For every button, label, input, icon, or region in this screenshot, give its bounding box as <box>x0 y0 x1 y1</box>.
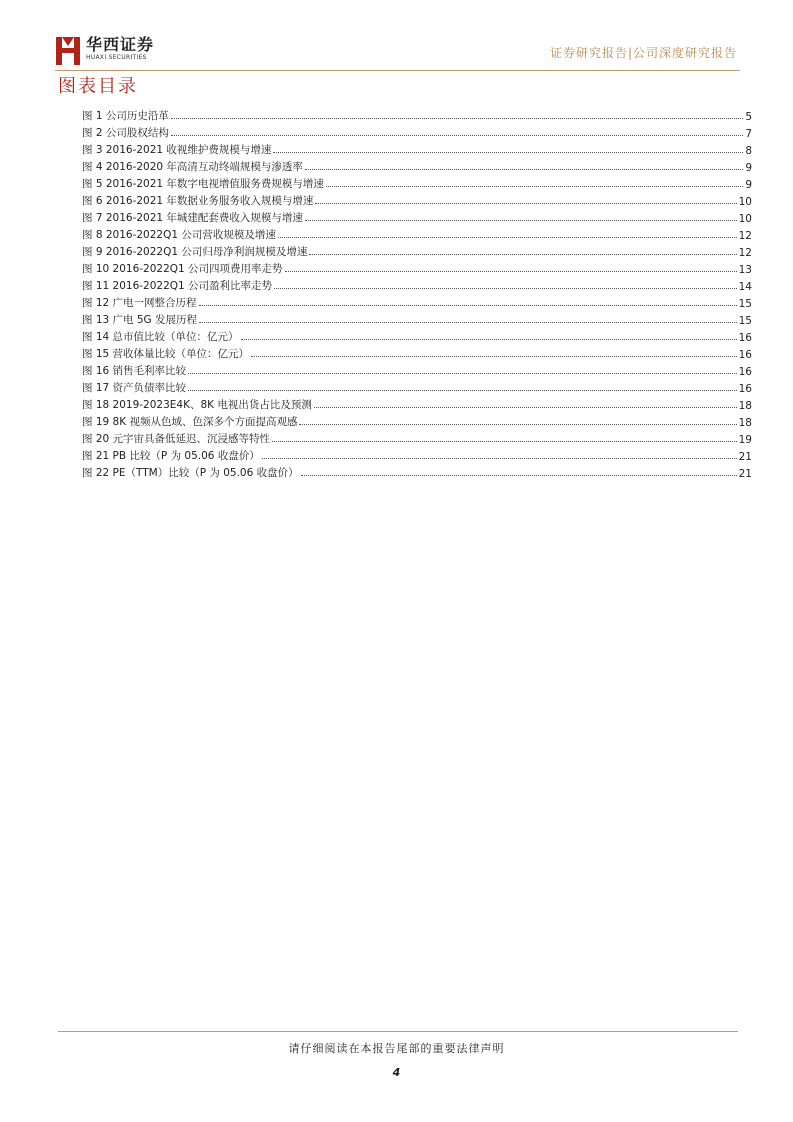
toc-entry-label: 图 13 广电 5G 发展历程 <box>82 314 198 326</box>
toc-entry[interactable] <box>82 208 752 225</box>
toc-entry-page: 7 <box>745 128 752 140</box>
toc-entry[interactable] <box>82 259 752 276</box>
toc-entry-page: 9 <box>745 162 752 174</box>
toc-entry-label: 图 22 PE（TTM）比较（P 为 05.06 收盘价） <box>82 467 299 479</box>
toc-dot-leader <box>305 169 743 170</box>
toc-entry-page: 16 <box>738 383 752 395</box>
toc-entry[interactable] <box>82 276 752 293</box>
toc-entry[interactable] <box>82 429 752 446</box>
toc-dot-leader <box>273 152 743 153</box>
toc-entry-page: 14 <box>738 281 752 293</box>
toc-entry[interactable] <box>82 463 752 480</box>
toc-entry-label: 图 18 2019-2023E4K、8K 电视出货占比及预测 <box>82 399 312 411</box>
toc-entry[interactable] <box>82 310 752 327</box>
legal-disclaimer: 请仔细阅读在本报告尾部的重要法律声明 <box>288 1042 505 1055</box>
toc-entry-page: 9 <box>745 179 752 191</box>
toc-dot-leader <box>301 475 737 476</box>
toc-entry-page: 16 <box>738 332 752 344</box>
toc-entry-page: 15 <box>738 315 752 327</box>
toc-entry[interactable] <box>82 446 752 463</box>
toc-entry[interactable] <box>82 327 752 344</box>
toc-dot-leader <box>199 322 737 323</box>
page-header <box>55 28 740 72</box>
toc-title: 图表目录 <box>58 76 138 97</box>
toc-entry[interactable] <box>82 293 752 310</box>
toc-entry-page: 18 <box>738 417 752 429</box>
toc-entry[interactable] <box>82 157 752 174</box>
toc-entry-page: 12 <box>738 247 752 259</box>
toc-entry-page: 16 <box>738 366 752 378</box>
toc-dot-leader <box>251 356 737 357</box>
toc-entry[interactable] <box>82 191 752 208</box>
toc-dot-leader <box>199 305 737 306</box>
toc-entry[interactable] <box>82 123 752 140</box>
logo-english-name: HUAXI SECURITIES <box>86 54 147 61</box>
report-type: 证券研究报告|公司深度研究报告 <box>549 46 737 60</box>
toc-dot-leader <box>309 254 736 255</box>
toc-entry-page: 10 <box>738 213 752 225</box>
toc-dot-leader <box>314 407 737 408</box>
toc-entry-label: 图 20 元宇宙具备低延迟、沉浸感等特性 <box>82 433 271 445</box>
toc-entry-label: 图 19 8K 视频从色域、色深多个方面提高观感 <box>82 416 298 428</box>
toc-dot-leader <box>305 220 737 221</box>
huaxi-logo-icon <box>55 36 81 66</box>
footer-divider <box>58 1031 738 1032</box>
toc-entry-label: 图 17 资产负债率比较 <box>82 382 187 394</box>
toc-entry-label: 图 9 2016-2022Q1 公司归母净利润规模及增速 <box>82 246 308 258</box>
toc-dot-leader <box>299 424 736 425</box>
toc-entry-page: 19 <box>738 434 752 446</box>
logo-chinese-name: 华西证券 <box>86 35 155 54</box>
toc-entry-label: 图 11 2016-2022Q1 公司盈利比率走势 <box>82 280 273 292</box>
toc-entry-page: 12 <box>738 230 752 242</box>
toc-entry-page: 21 <box>738 468 752 480</box>
toc-entry-page: 15 <box>738 298 752 310</box>
toc-entry[interactable] <box>82 412 752 429</box>
toc-dot-leader <box>285 271 737 272</box>
toc-entry-page: 5 <box>745 111 752 123</box>
toc-dot-leader <box>272 441 737 442</box>
toc-entry[interactable] <box>82 378 752 395</box>
toc-dot-leader <box>171 135 743 136</box>
toc-entry-label: 图 5 2016-2021 年数字电视增值服务费规模与增速 <box>82 178 324 190</box>
toc-entry-page: 21 <box>738 451 752 463</box>
toc-entry-label: 图 14 总市值比较（单位：亿元） <box>82 331 239 343</box>
toc-entry[interactable] <box>82 140 752 157</box>
toc-entry-label: 图 8 2016-2022Q1 公司营收规模及增速 <box>82 229 276 241</box>
toc-entry-label: 图 21 PB 比较（P 为 05.06 收盘价） <box>82 450 260 462</box>
toc-entry-label: 图 15 营收体量比较（单位：亿元） <box>82 348 250 360</box>
toc-entry-label: 图 6 2016-2021 年数据业务服务收入规模与增速 <box>82 195 314 207</box>
company-logo <box>55 36 154 66</box>
toc-dot-leader <box>278 237 737 238</box>
toc-entry-page: 13 <box>738 264 752 276</box>
toc-entry-page: 8 <box>745 145 752 157</box>
toc-entry-label: 图 3 2016-2021 收视维护费规模与增速 <box>82 144 272 156</box>
toc-dot-leader <box>188 390 737 391</box>
header-divider <box>55 70 740 71</box>
toc-dot-leader <box>171 118 743 119</box>
toc-dot-leader <box>326 186 743 187</box>
toc-dot-leader <box>274 288 737 289</box>
toc-dot-leader <box>262 458 737 459</box>
toc-dot-leader <box>241 339 737 340</box>
toc-entry-page: 10 <box>738 196 752 208</box>
toc-entry-label: 图 16 销售毛利率比较 <box>82 365 187 377</box>
toc-entry[interactable] <box>82 225 752 242</box>
toc-entry-label: 图 7 2016-2021 年城建配套费收入规模与增速 <box>82 212 303 224</box>
toc-entry-label: 图 2 公司股权结构 <box>82 127 169 139</box>
toc-entry[interactable] <box>82 395 752 412</box>
toc-list <box>82 106 752 480</box>
toc-entry[interactable] <box>82 174 752 191</box>
toc-entry-page: 18 <box>738 400 752 412</box>
toc-entry-label: 图 10 2016-2022Q1 公司四项费用率走势 <box>82 263 283 275</box>
toc-dot-leader <box>188 373 737 374</box>
toc-entry-page: 16 <box>738 349 752 361</box>
toc-dot-leader <box>315 203 736 204</box>
toc-entry-label: 图 12 广电一网整合历程 <box>82 297 197 309</box>
toc-entry-label: 图 1 公司历史沿革 <box>82 110 169 122</box>
toc-entry[interactable] <box>82 361 752 378</box>
toc-entry[interactable] <box>82 344 752 361</box>
toc-entry[interactable] <box>82 106 752 123</box>
toc-entry[interactable] <box>82 242 752 259</box>
page-number: 4 <box>392 1066 401 1079</box>
toc-entry-label: 图 4 2016-2020 年高清互动终端规模与渗透率 <box>82 161 303 173</box>
